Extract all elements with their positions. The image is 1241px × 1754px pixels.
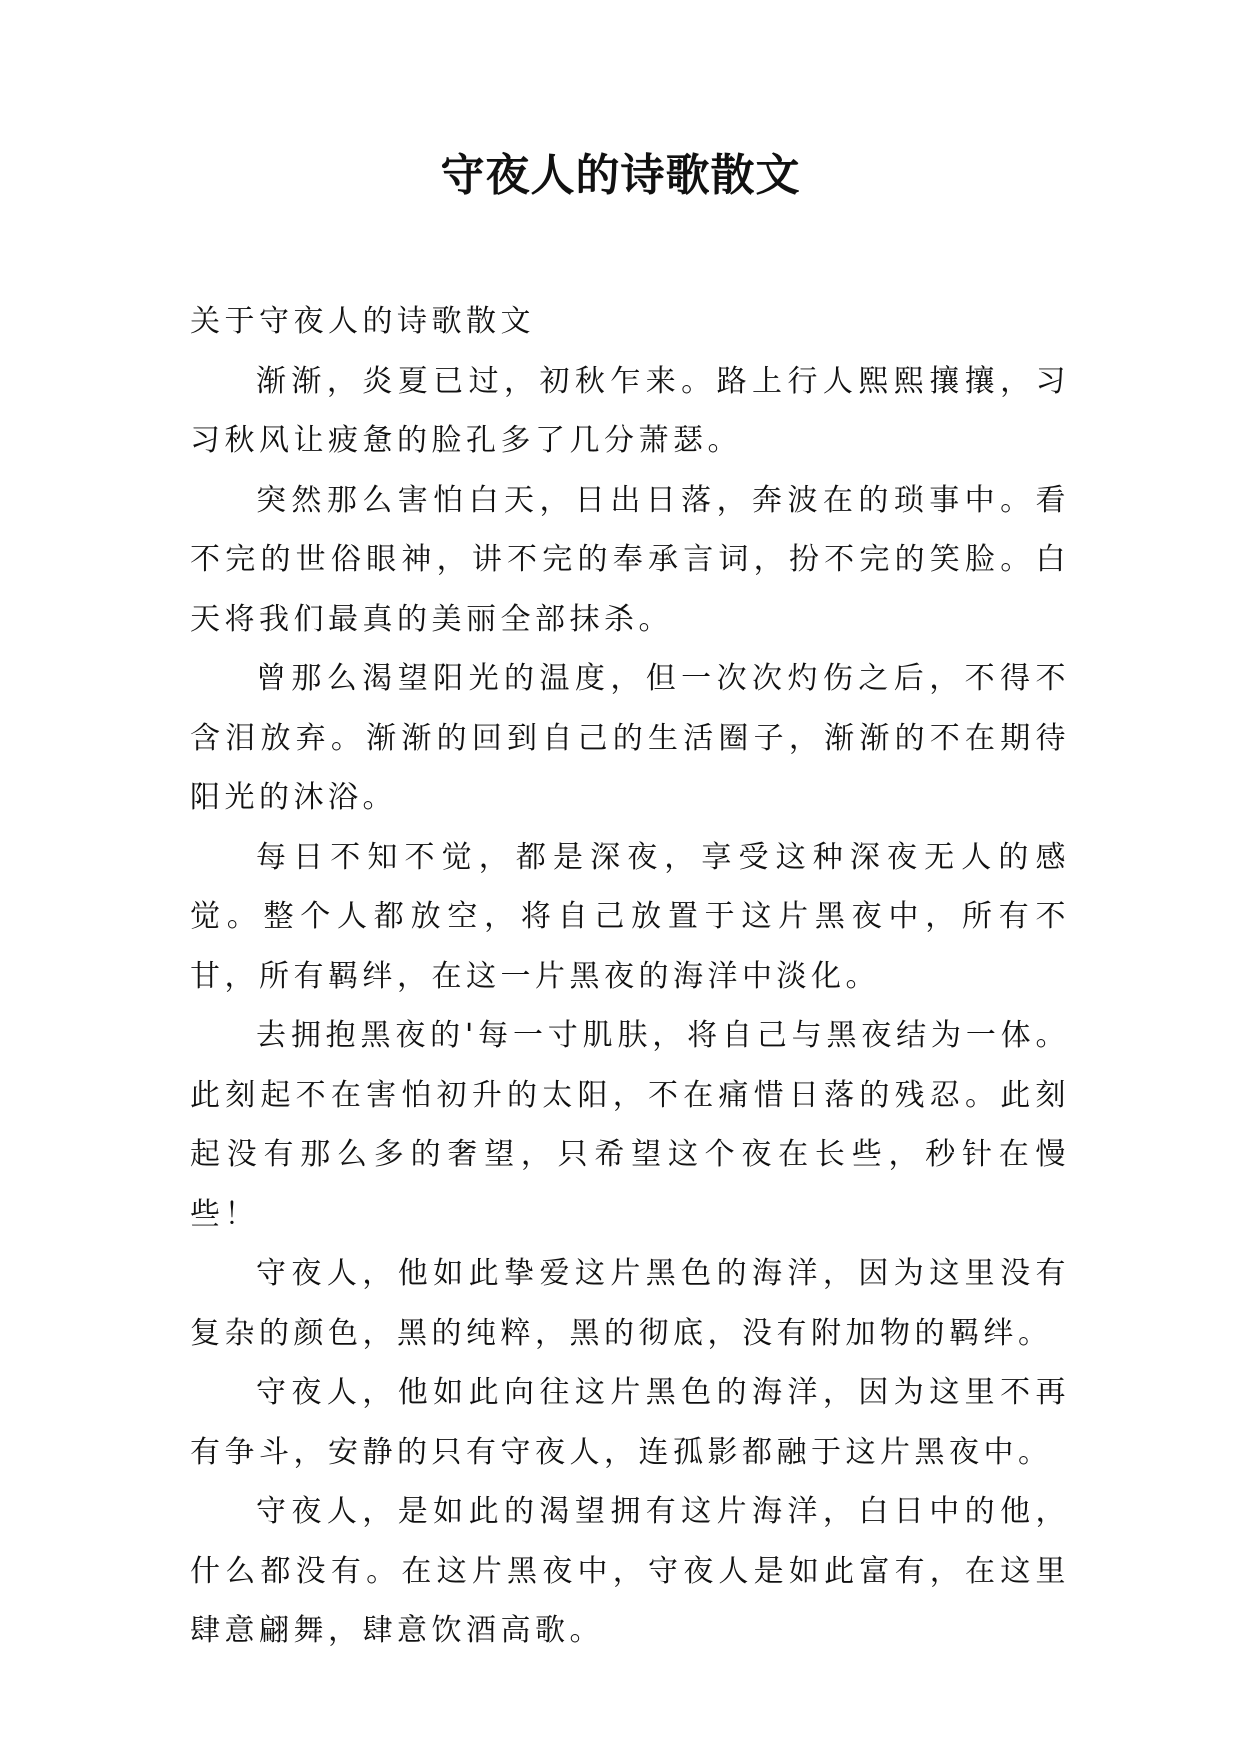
paragraph: 每日不知不觉，都是深夜，享受这种深夜无人的感觉。整个人都放空，将自己放置于这片黑夜中，所有不甘，所有羁绊，在这一片黑夜的海洋中淡化。: [190, 839, 1070, 994]
paragraph: 守夜人，他如此向往这片黑色的海洋，因为这里不再有争斗，安静的只有守夜人，连孤影都融于这片黑夜中。: [190, 1375, 1070, 1470]
paragraph: 渐渐，炎夏已过，初秋乍来。路上行人熙熙攘攘，习习秋风让疲惫的脸孔多了几分萧瑟。: [190, 363, 1070, 458]
document-subtitle: 关于守夜人的诗歌散文: [190, 304, 535, 339]
document-body: [190, 292, 1070, 1661]
paragraph: 守夜人，是如此的渴望拥有这片海洋，白日中的他，什么都没有。在这片黑夜中，守夜人是如此富有，在这里肆意翩舞，肆意饮酒高歌。: [190, 1494, 1070, 1648]
paragraph: 守夜人，他如此挚爱这片黑色的海洋，因为这里没有复杂的颜色，黑的纯粹，黑的彻底，没有附加物的羁绊。: [190, 1256, 1070, 1351]
document-title: 守夜人的诗歌散文: [440, 150, 801, 201]
paragraph: 曾那么渴望阳光的温度，但一次次灼伤之后，不得不含泪放弃。渐渐的回到自己的生活圈子，渐渐的不在期待阳光的沐浴。: [190, 661, 1070, 815]
paragraph: 去拥抱黑夜的'每一寸肌肤，将自己与黑夜结为一体。此刻起不在害怕初升的太阳，不在痛惜日落的残忍。此刻起没有那么多的奢望，只希望这个夜在长些，秒针在慢些！: [190, 1018, 1070, 1232]
paragraph: 突然那么害怕白天，日出日落，奔波在的琐事中。看不完的世俗眼神，讲不完的奉承言词，扮不完的笑脸。白天将我们最真的美丽全部抹杀。: [190, 482, 1070, 637]
